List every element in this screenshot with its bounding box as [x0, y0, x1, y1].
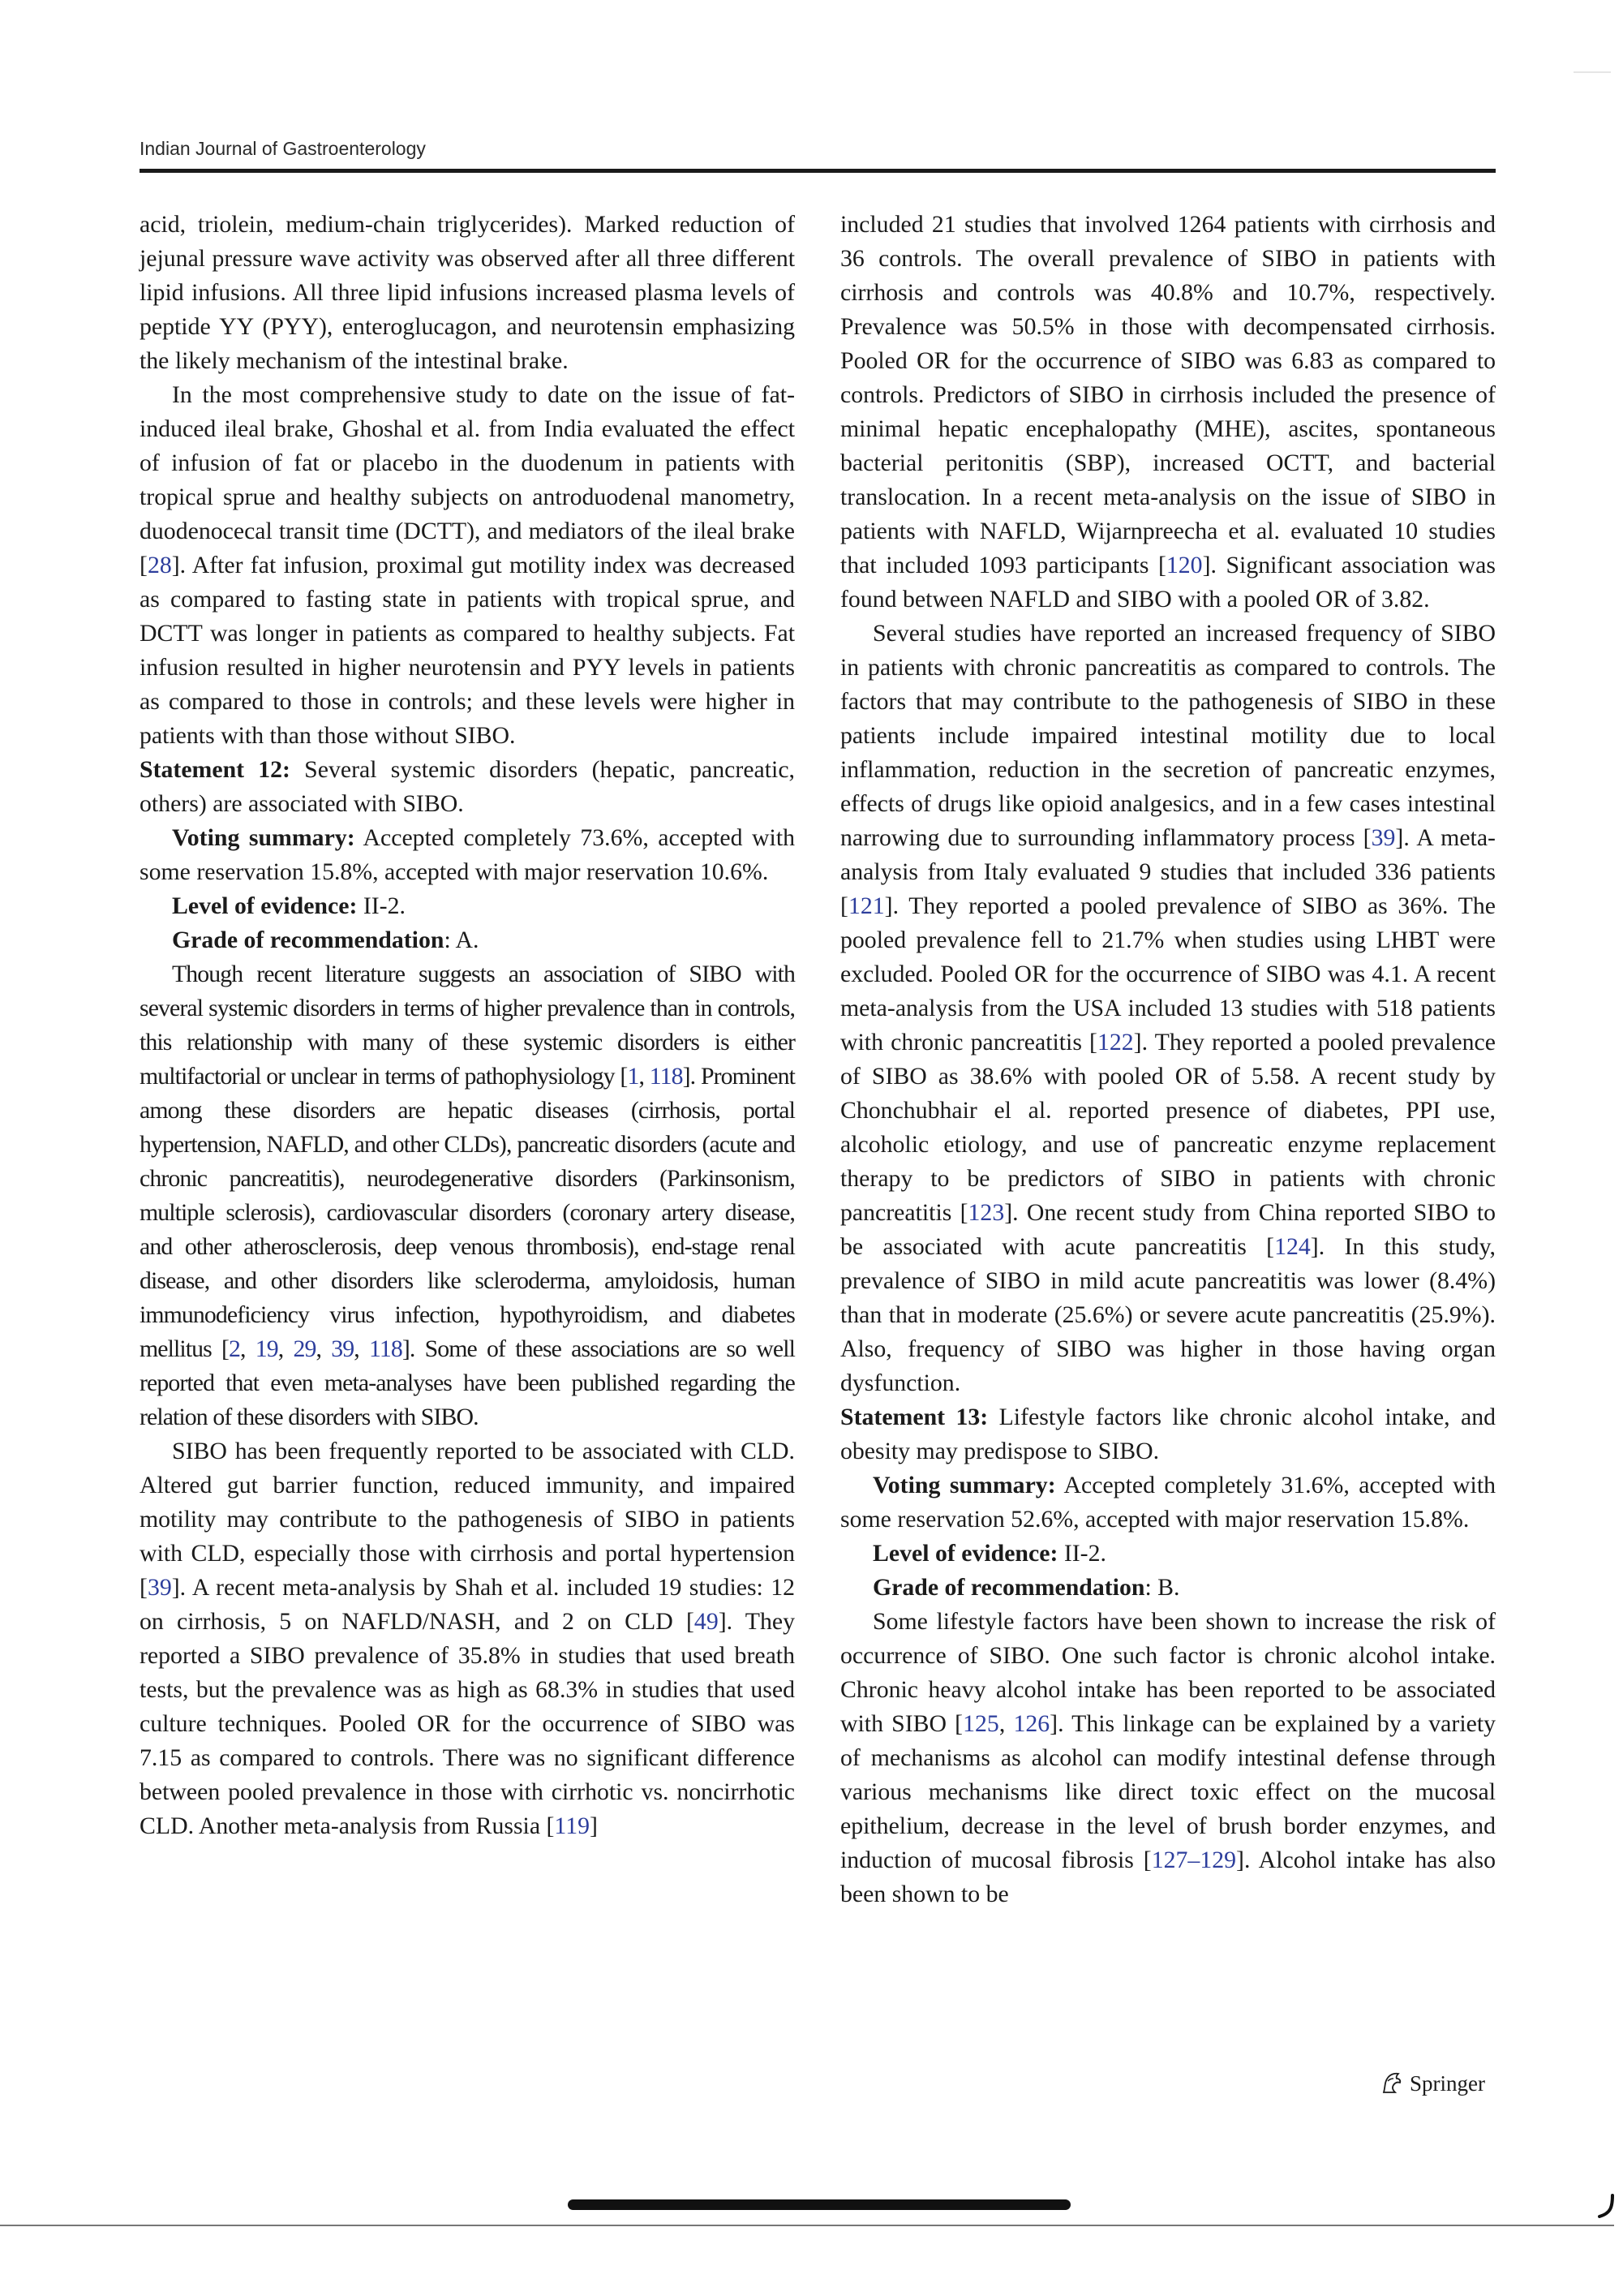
citation-link[interactable]: 125	[963, 1710, 999, 1737]
citation-link[interactable]: 19	[255, 1335, 278, 1362]
statement-13: Statement 13: Lifestyle factors like chronic alcohol intake, and obesity may predispose to SIBO.	[840, 1404, 1496, 1464]
statement-12: Statement 12: Several systemic disorders (hepatic, pancreatic, others) are associated with SIBO.	[140, 756, 796, 817]
paragraph: Some lifestyle factors have been shown to increase the risk of occurrence of SIBO. One such factor is chronic alcohol intake. Chronic heavy alcohol intake has been reported to be associated with SIBO [125, 126]. This linkage can be explained by a variety of mechanisms as alcohol can modify intestinal defense through various mechanisms like direct toxic effect on the mucosal epithelium, decrease in the level of brush border enzymes, and induction of mucosal fibrosis [127–129]. Alcohol intake has also been shown to be	[840, 1608, 1496, 1907]
paragraph: Though recent literature suggests an association of SIBO with several systemic disorders in terms of higher prevalence than in controls, this relationship with many of these systemic disorders is either multifactorial or unclear in terms of pathophysiology [1, 118]. Prominent among these disorders are hepatic diseases (cirrhosis, portal hypertension, NAFLD, and other CLDs), pancreatic disorders (acute and chronic pancreatitis), neurodegenerative disorders (Parkinsonism, multiple sclerosis), cardiovascular disorders (coronary artery disease, and other atherosclerosis, deep venous thrombosis), end-stage renal disease, and other disorders like scleroderma, amyloidosis, human immunodeficiency virus infection, hypothyroidism, and diabetes mellitus [2, 19, 29, 39, 118]. Some of these associations are so well reported that even meta-analyses have been published regarding the relation of these disorders with SIBO.	[140, 961, 795, 1430]
citation-link[interactable]: 39	[147, 1574, 172, 1601]
bottom-divider	[0, 2225, 1614, 2226]
paragraph: In the most comprehensive study to date on the issue of fat-induced ileal brake, Ghoshal et al. from India evaluated the effect of infusion of fat or placebo in the duodenum in patients with tropical sprue and healthy subjects on antroduodenal manometry, duodenocecal transit time (DCTT), and mediators of the ileal brake [28]. After fat infusion, proximal gut motility index was decreased as compared to fasting state in patients with tropical sprue, and DCTT was longer in patients as compared to healthy subjects. Fat infusion resulted in higher neurotensin and PYY levels in patients as compared to those in controls; and these levels were higher in patients with than those without SIBO.	[140, 381, 795, 749]
right-column	[840, 208, 1496, 1911]
citation-link[interactable]: 49	[693, 1608, 719, 1635]
journal-header: Indian Journal of Gastroenterology	[140, 138, 426, 159]
springer-horse-icon	[1380, 2070, 1403, 2095]
citation-link[interactable]: 39	[1371, 824, 1396, 851]
paragraph: SIBO has been frequently reported to be associated with CLD. Altered gut barrier function, reduced immunity, and impaired motility may contribute to the pathogenesis of SIBO in patients with CLD, especially those with cirrhosis and portal hypertension [39]. A recent meta-analysis by Shah et al. included 19 studies: 12 on cirrhosis, 5 on NAFLD/NASH, and 2 on CLD [49]. They reported a SIBO prevalence of 35.8% in studies that used breath tests, but the prevalence was as high as 68.3% in studies that used culture techniques. Pooled OR for the occurrence of SIBO was 7.15 as compared to controls. There was no significant difference between pooled prevalence in those with cirrhotic vs. noncirrhotic CLD. Another meta-analysis from Russia [119]	[140, 1438, 795, 1839]
citation-link[interactable]: 118	[368, 1335, 402, 1362]
statement-label: Statement 12:	[140, 756, 290, 783]
citation-link[interactable]: 39	[331, 1335, 354, 1362]
citation-link[interactable]: 120	[1166, 552, 1203, 578]
level-of-evidence: Level of evidence: II-2.	[172, 892, 406, 919]
paragraph: acid, triolein, medium-chain triglycerides). Marked reduction of jejunal pressure wave activity was observed after all three different lipid infusions. All three lipid infusions increased plasma levels of peptide YY (PYY), enteroglucagon, and neurotensin emphasizing the likely mechanism of the intestinal brake.	[140, 211, 795, 374]
citation-link[interactable]: 122	[1097, 1029, 1134, 1056]
citation-link[interactable]: 1	[627, 1063, 639, 1090]
citation-link[interactable]: 2	[229, 1335, 241, 1362]
grade-of-recommendation: Grade of recommendation: A.	[172, 927, 479, 953]
citation-link[interactable]: 118	[649, 1063, 683, 1090]
home-indicator[interactable]	[568, 2199, 1071, 2210]
citation-link[interactable]: 123	[968, 1199, 1005, 1226]
citation-link[interactable]: 119	[554, 1812, 590, 1839]
grade-of-recommendation: Grade of recommendation: B.	[873, 1574, 1180, 1601]
top-divider-faint	[1574, 71, 1611, 73]
page-corner-icon	[1593, 2192, 1617, 2225]
voting-summary: Voting summary: Accepted completely 31.6%, accepted with some reservation 52.6%, accepted with major reservation 15.8%.	[840, 1472, 1496, 1533]
voting-summary: Voting summary: Accepted completely 73.6%, accepted with some reservation 15.8%, accepted with major reservation 10.6%.	[140, 824, 795, 885]
paragraph: Several studies have reported an increased frequency of SIBO in patients with chronic pancreatitis as compared to controls. The factors that may contribute to the pathogenesis of SIBO in these patients include impaired intestinal motility due to local inflammation, reduction in the secretion of pancreatic enzymes, effects of drugs like opioid analgesics, and in a few cases intestinal narrowing due to surrounding inflammatory process [39]. A meta-analysis from Italy evaluated 9 studies that included 336 patients [121]. They reported a pooled prevalence of SIBO as 36%. The pooled prevalence fell to 21.7% when studies using LHBT were excluded. Pooled OR for the occurrence of SIBO was 4.1. A recent meta-analysis from the USA included 13 studies with 518 patients with chronic pancreatitis [122]. They reported a pooled prevalence of SIBO as 38.6% with pooled OR of 5.58. A recent study by Chonchubhair el al. reported presence of diabetes, PPI use, alcoholic etiology, and use of pancreatic enzyme replacement therapy to be predictors of SIBO in patients with chronic pancreatitis [123]. One recent study from China reported SIBO to be associated with acute pancreatitis [124]. In this study, prevalence of SIBO in mild acute pancreatitis was lower (8.4%) than that in moderate (25.6%) or severe acute pancreatitis (25.9%). Also, frequency of SIBO was higher in those having organ dysfunction.	[840, 620, 1496, 1396]
citation-link[interactable]: 29	[293, 1335, 316, 1362]
level-of-evidence: Level of evidence: II-2.	[873, 1540, 1106, 1567]
header-rule	[140, 169, 1496, 173]
paragraph: included 21 studies that involved 1264 patients with cirrhosis and 36 controls. The overall prevalence of SIBO in patients with cirrhosis and controls was 40.8% and 10.7%, respectively. Prevalence was 50.5% in those with decompensated cirrhosis. Pooled OR for the occurrence of SIBO was 6.83 as compared to controls. Predictors of SIBO in cirrhosis included the presence of minimal hepatic encephalopathy (MHE), ascites, spontaneous bacterial peritonitis (SBP), increased OCTT, and bacterial translocation. In a recent meta-analysis on the issue of SIBO in patients with NAFLD, Wijarnpreecha et al. evaluated 10 studies that included 1093 participants [120]. Significant association was found between NAFLD and SIBO with a pooled OR of 3.82.	[840, 211, 1496, 613]
publisher-name: Springer	[1410, 2071, 1485, 2096]
citation-link[interactable]: 127–129	[1151, 1847, 1237, 1873]
citation-link[interactable]: 121	[848, 892, 885, 919]
publisher-footer	[1380, 2070, 1485, 2096]
citation-link[interactable]: 126	[1013, 1710, 1050, 1737]
citation-link[interactable]: 124	[1274, 1233, 1311, 1260]
citation-link[interactable]: 28	[147, 552, 172, 578]
left-column	[140, 208, 795, 1843]
statement-label: Statement 13:	[840, 1404, 989, 1430]
